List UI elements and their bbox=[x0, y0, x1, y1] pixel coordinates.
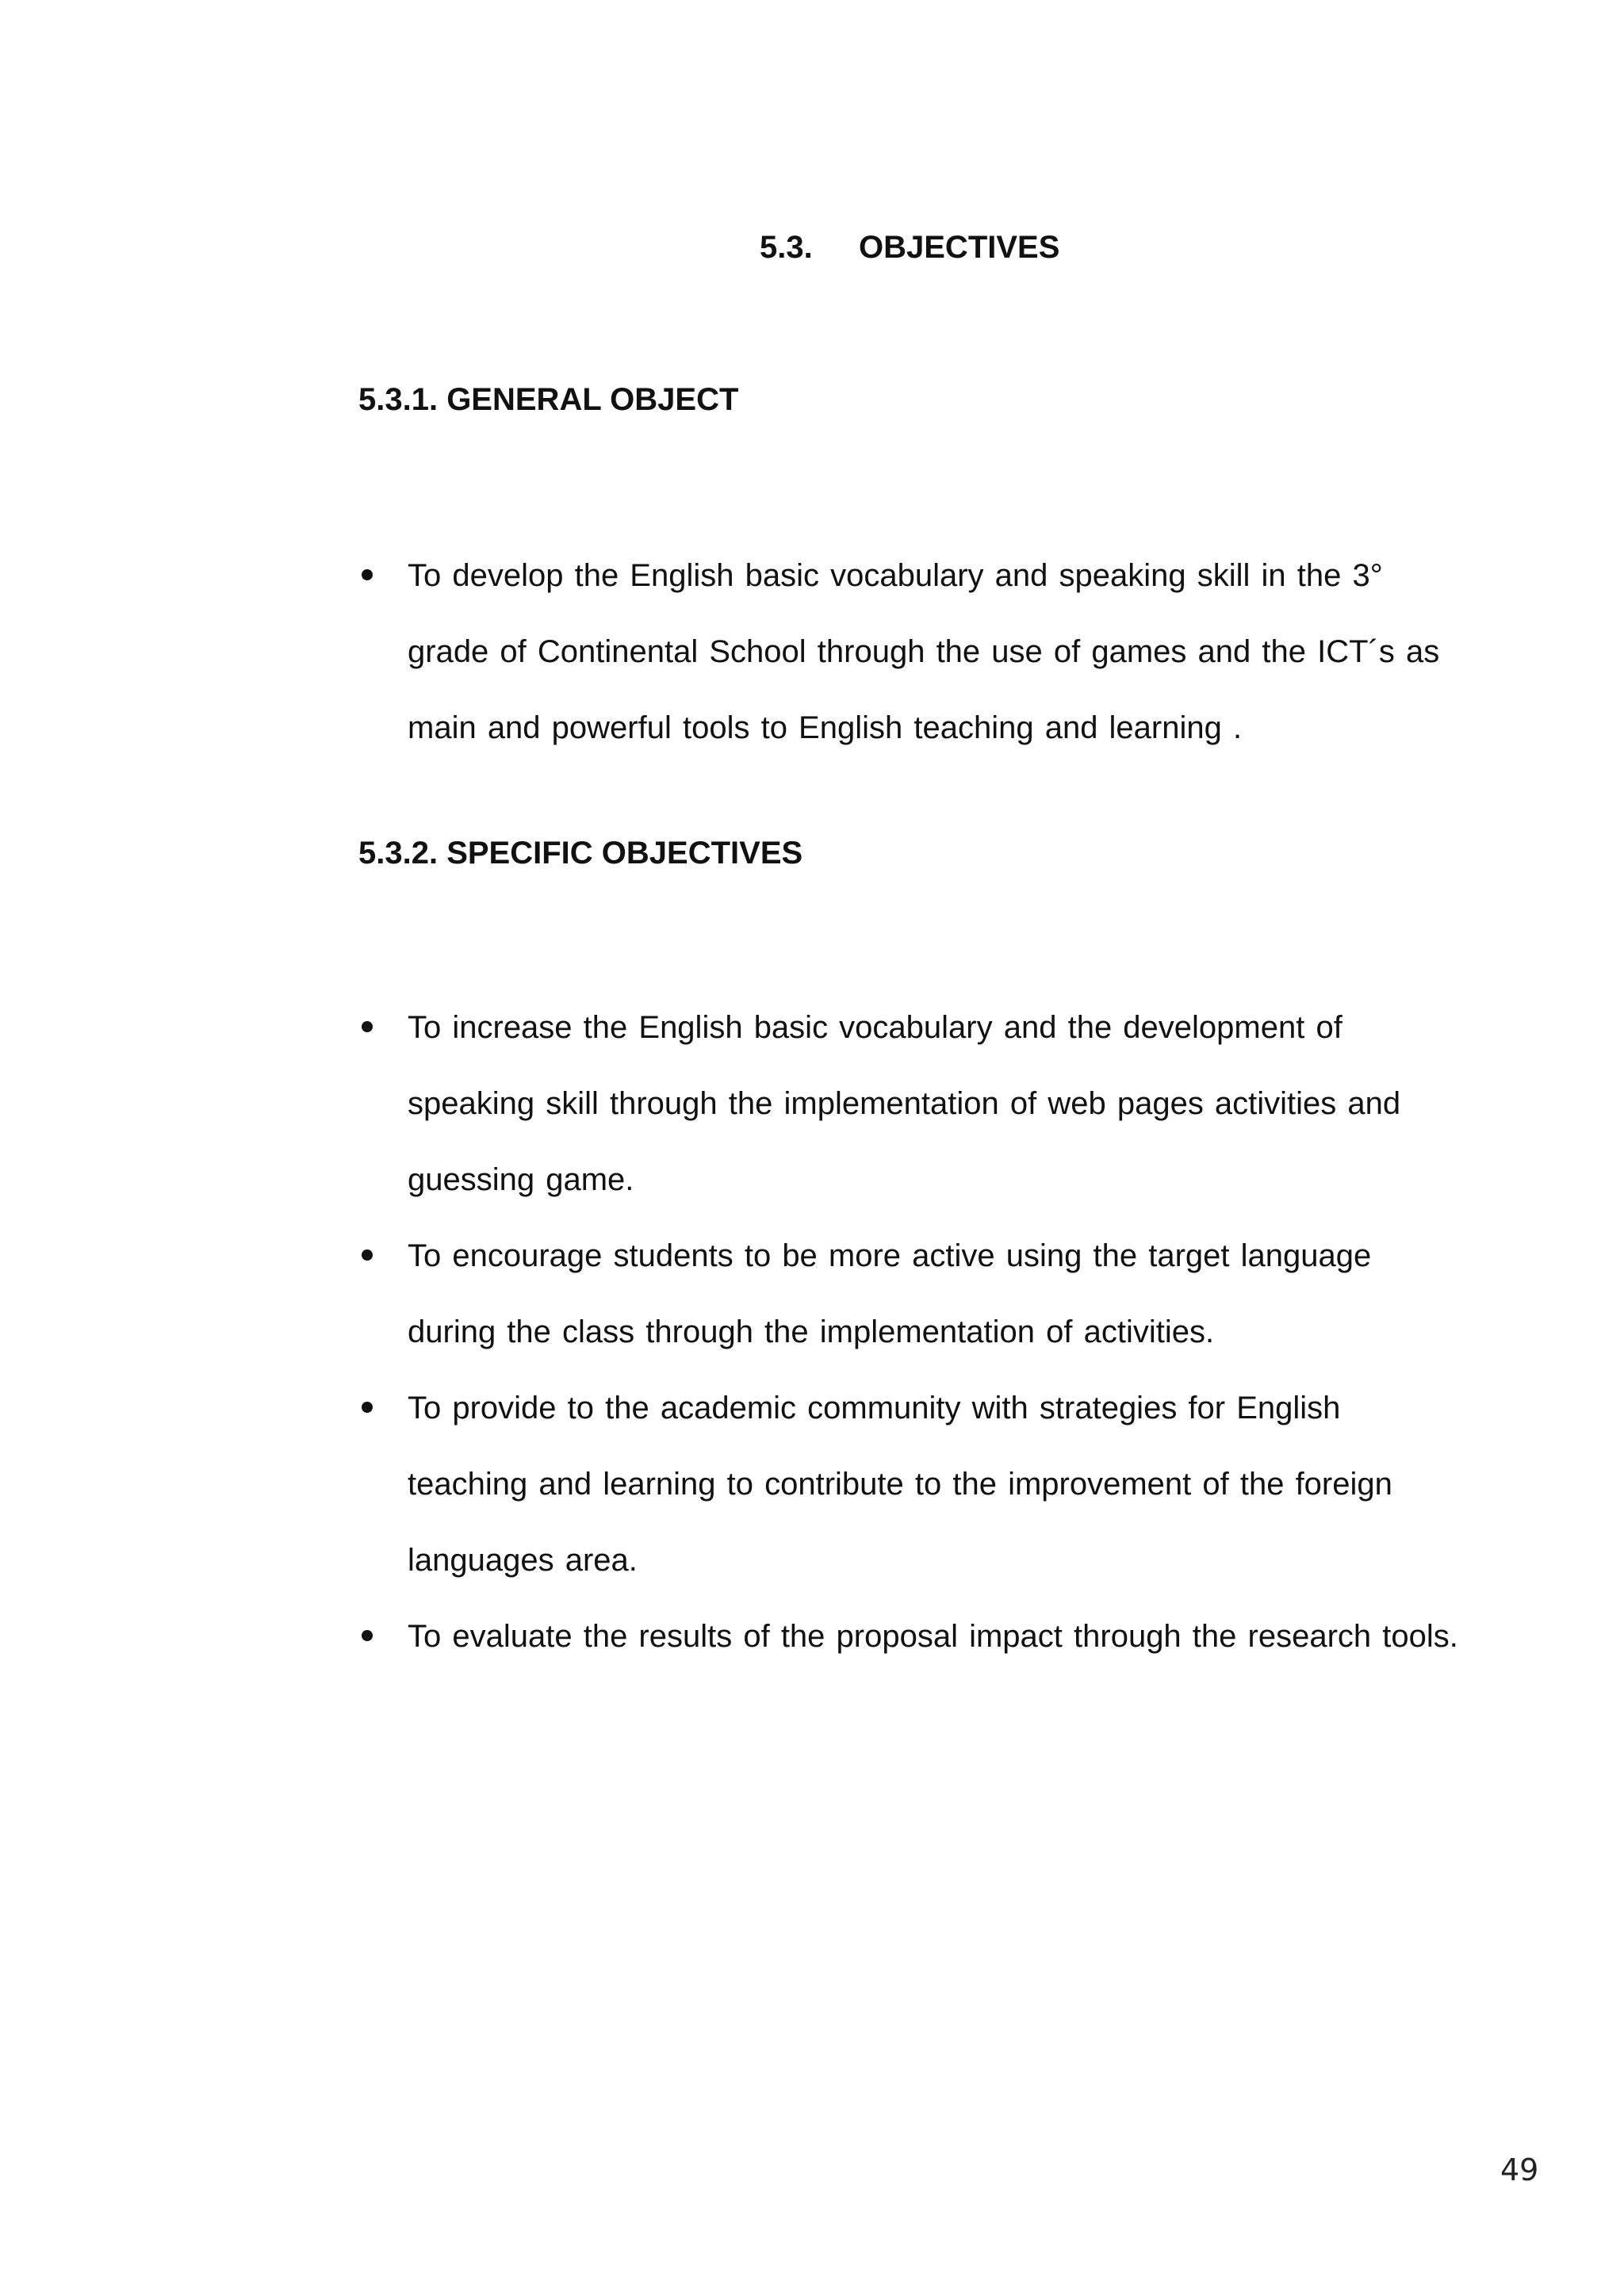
specific-objectives-heading: 5.3.2. SPECIFIC OBJECTIVES bbox=[358, 836, 803, 871]
list-item-line: during the class through the implementation of activities. bbox=[408, 1314, 1215, 1349]
section-title bbox=[760, 230, 1059, 266]
list-item-line: To develop the English basic vocabulary and speaking skill in the 3° bbox=[408, 558, 1383, 593]
bullet-icon bbox=[362, 1249, 373, 1261]
list-item-line: To increase the English basic vocabulary and the development of bbox=[408, 1010, 1342, 1045]
list-item bbox=[358, 1598, 1516, 1674]
bullet-icon bbox=[362, 569, 373, 580]
page-number: 49 bbox=[1500, 2152, 1539, 2187]
list-item-line: grade of Continental School through the use of games and the ICT´s as bbox=[408, 634, 1440, 669]
list-item-line: To provide to the academic community with strategies for English bbox=[408, 1391, 1341, 1425]
list-item-line: main and powerful tools to English teaching and learning . bbox=[408, 710, 1243, 745]
list-item-line: To evaluate the results of the proposal impact through the research tools. bbox=[408, 1619, 1458, 1654]
section-title-text: OBJECTIVES bbox=[859, 230, 1060, 265]
list-item bbox=[358, 989, 1516, 1218]
general-objective-list bbox=[358, 538, 1516, 766]
list-item-line: guessing game. bbox=[408, 1162, 634, 1197]
section-number: 5.3. bbox=[760, 230, 813, 265]
list-item-line: teaching and learning to contribute to the improvement of the foreign bbox=[408, 1467, 1392, 1502]
list-item bbox=[358, 1218, 1516, 1370]
list-item bbox=[358, 1370, 1516, 1598]
bullet-icon bbox=[362, 1630, 373, 1641]
general-objective-heading: 5.3.1. GENERAL OBJECT bbox=[358, 382, 739, 417]
list-item-line: speaking skill through the implementation of web pages activities and bbox=[408, 1086, 1401, 1121]
bullet-icon bbox=[362, 1021, 373, 1032]
list-item bbox=[358, 538, 1516, 766]
list-item-line: languages area. bbox=[408, 1543, 638, 1578]
bullet-icon bbox=[362, 1402, 373, 1413]
list-item-line: To encourage students to be more active using the target language bbox=[408, 1238, 1372, 1273]
specific-objectives-list bbox=[358, 989, 1516, 1674]
